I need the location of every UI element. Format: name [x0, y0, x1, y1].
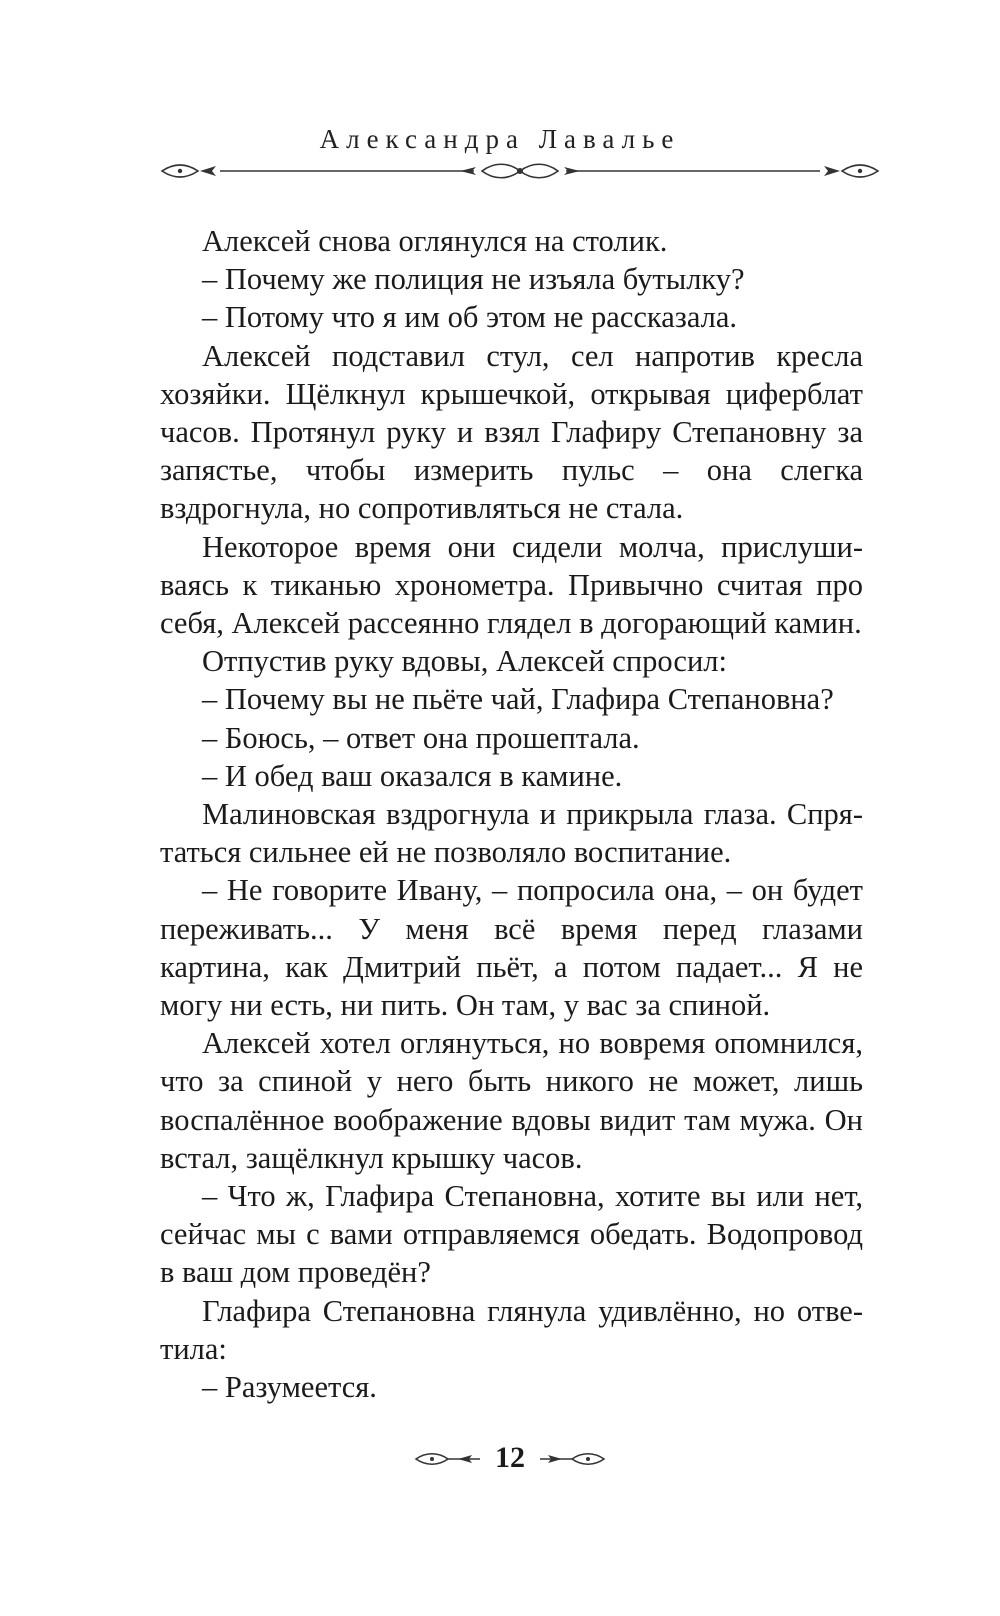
page-footer — [0, 1438, 1000, 1478]
flourish-divider-icon — [160, 160, 880, 182]
dialogue-line: – Боюсь, – ответ она прошептала. — [202, 720, 640, 755]
dialogue-line: – Потому что я им об этом не рассказала. — [202, 300, 738, 335]
dialogue-line: – Разумеется. — [202, 1370, 377, 1405]
running-title: Александра Лавалье — [319, 124, 681, 154]
dialogue-line: – Почему же полиция не изъяла бутылку? — [202, 262, 745, 297]
page-number: 12 — [495, 1441, 525, 1474]
dialogue-line: – Почему вы не пьёте чай, Глафира Степановна? — [202, 682, 834, 717]
dialogue-line: – Что ж, Глафира Степановна, хотите вы или нет, сейчас мы с вами отправляемся обедать. Водопровод в ваш дом проведён? — [160, 1179, 863, 1290]
dialogue-line: – И обед ваш оказался в камине. — [202, 758, 623, 793]
paragraph: Малиновская вздрогнула и прикрыла глаза. Спрятаться сильнее ей не позволяло воспитание. — [160, 797, 863, 870]
paragraph: Некоторое время они сидели молча, прислушиваясь к тиканью хронометра. Привычно считая про себя, Алексей рассеянно глядел в догорающий камин. — [160, 529, 863, 641]
flourish-small-icon — [536, 1450, 606, 1468]
paragraph: Алексей подставил стул, сел напротив кресла хозяйки. Щёлкнул крышечкой, открывая циферблат часов. Протянул руку и взял Глафиру Степановну за запястье, чтобы измерить пульс – она слегка вздрогнула, но сопротивляться не стала. — [160, 338, 863, 526]
paragraph: Алексей снова оглянулся на столик. — [202, 224, 668, 258]
paragraph: Отпустив руку вдовы, Алексей спросил: — [202, 644, 727, 679]
paragraph: Глафира Степановна глянула удивлённо, но ответила: — [160, 1293, 863, 1366]
body-text — [160, 222, 863, 1406]
dialogue-line: – Не говорите Ивану, – попросила она, – он будет переживать... У меня всё время перед глазами картина, как Дмитрий пьёт, а потом падает... Я не могу ни есть, ни пить. Он там, у вас за спиной. — [160, 873, 863, 1023]
paragraph: Алексей хотел оглянуться, но вовремя опомнился, что за спиной у него быть никого не может, лишь воспалённое воображение вдовы видит там мужа. Он встал, защёлкнул крышку часов. — [160, 1026, 863, 1175]
